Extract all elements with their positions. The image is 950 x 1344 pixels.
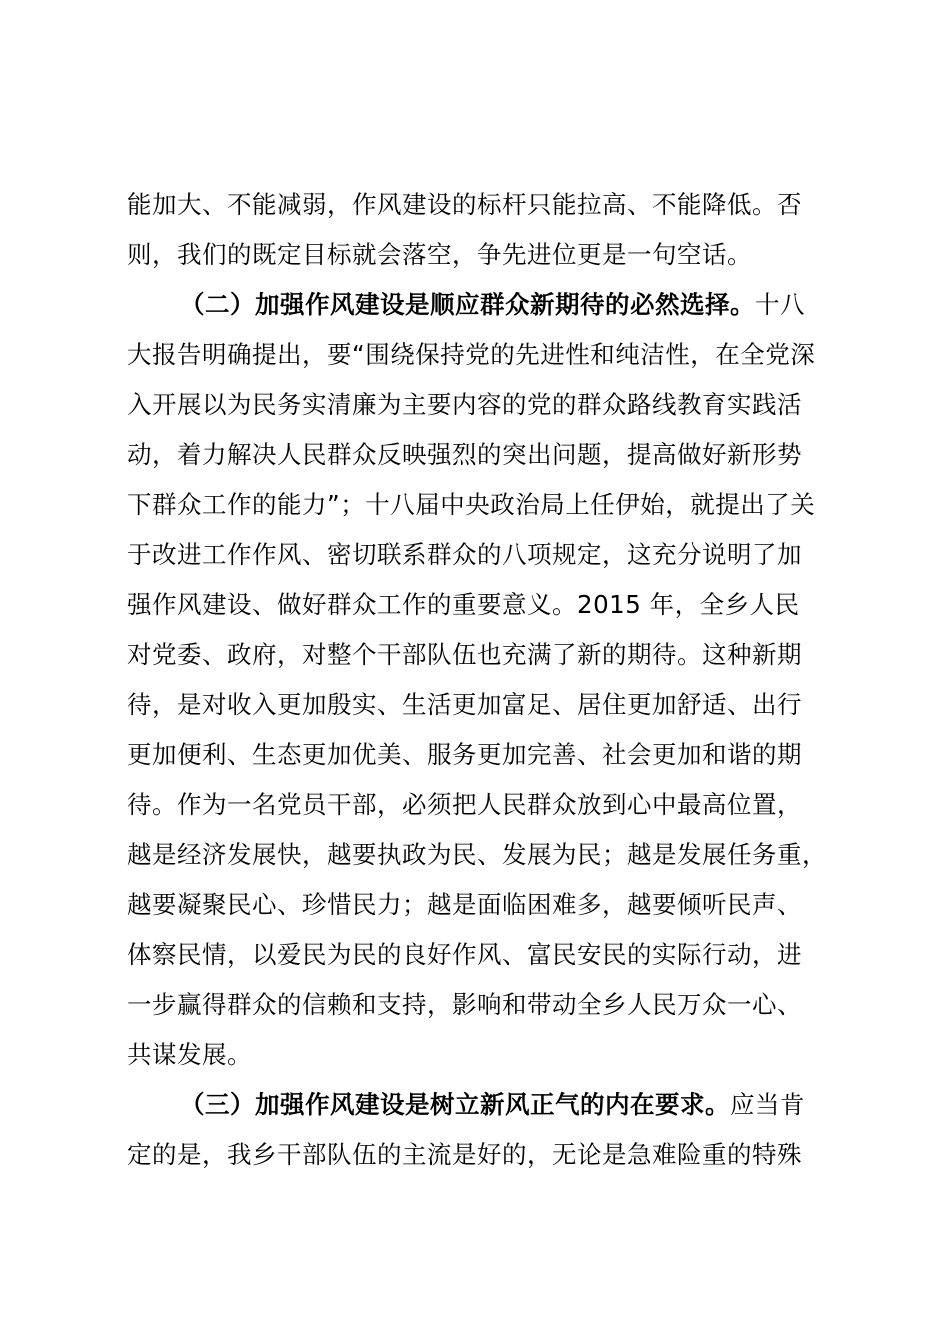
- section-heading-2: [180, 290, 805, 320]
- text-line-5: [127, 390, 802, 420]
- line-7-text: 下群众工作的能力”；十八届中央政治局上任伊始，就提出了关: [127, 490, 816, 519]
- line-16-text: 体察民情，以爱民为民的良好作风、富民安民的实际行动，进: [127, 940, 802, 969]
- text-line-4: [127, 340, 815, 370]
- line-14-text: 越是经济发展快，越要执政为民、发展为民；越是发展任务重，: [127, 840, 827, 869]
- line-9-text: 强作风建设、做好群众工作的重要意义。2015 年，全乡人民: [127, 590, 800, 619]
- text-line-18: [127, 1040, 252, 1070]
- text-line-20: [127, 1140, 802, 1170]
- line-18-text: 共谋发展。: [127, 1040, 252, 1069]
- text-line-12: [127, 740, 802, 770]
- line-17-text: 一步赢得群众的信赖和支持，影响和带动全乡人民万众一心、: [127, 990, 802, 1019]
- section-heading-3-bold: （三）加强作风建设是树立新风正气的内在要求。: [180, 1090, 730, 1119]
- section-heading-2-bold: （二）加强作风建设是顺应群众新期待的必然选择。: [180, 290, 755, 319]
- text-line-11: [127, 690, 802, 720]
- text-line-8: [127, 540, 802, 570]
- section-heading-3: [180, 1090, 805, 1120]
- section-heading-2-rest: 十八: [755, 290, 805, 319]
- text-line-15: [127, 890, 802, 920]
- text-line-6: [127, 440, 802, 470]
- line-1-text: 能加大、不能减弱，作风建设的标杆只能拉高、不能降低。否: [127, 190, 802, 219]
- line-6-text: 动，着力解决人民群众反映强烈的突出问题，提高做好新形势: [127, 440, 802, 469]
- text-line-1: [127, 190, 802, 220]
- text-line-9: [127, 590, 800, 620]
- text-line-7: [127, 490, 815, 520]
- line-10-text: 对党委、政府，对整个干部队伍也充满了新的期待。这种新期: [127, 640, 802, 669]
- text-line-2: [127, 240, 752, 270]
- line-13-text: 待。作为一名党员干部，必须把人民群众放到心中最高位置，: [127, 790, 802, 819]
- text-line-14: [127, 840, 827, 870]
- text-line-17: [127, 990, 802, 1020]
- line-8-text: 于改进工作作风、密切联系群众的八项规定，这充分说明了加: [127, 540, 802, 569]
- text-line-13: [127, 790, 802, 820]
- line-12-text: 更加便利、生态更加优美、服务更加完善、社会更加和谐的期: [127, 740, 802, 769]
- text-line-10: [127, 640, 802, 670]
- line-15-text: 越要凝聚民心、珍惜民力；越是面临困难多，越要倾听民声、: [127, 890, 802, 919]
- section-heading-3-rest: 应当肯: [730, 1090, 805, 1119]
- line-4-text: 大报告明确提出，要“围绕保持党的先进性和纯洁性，在全党深: [127, 340, 816, 369]
- line-5-text: 入开展以为民务实清廉为主要内容的党的群众路线教育实践活: [127, 390, 802, 419]
- line-20-text: 定的是，我乡干部队伍的主流是好的，无论是急难险重的特殊: [127, 1140, 802, 1169]
- line-2-text: 则，我们的既定目标就会落空，争先进位更是一句空话。: [127, 240, 752, 269]
- text-line-16: [127, 940, 802, 970]
- line-11-text: 待，是对收入更加殷实、生活更加富足、居住更加舒适、出行: [127, 690, 802, 719]
